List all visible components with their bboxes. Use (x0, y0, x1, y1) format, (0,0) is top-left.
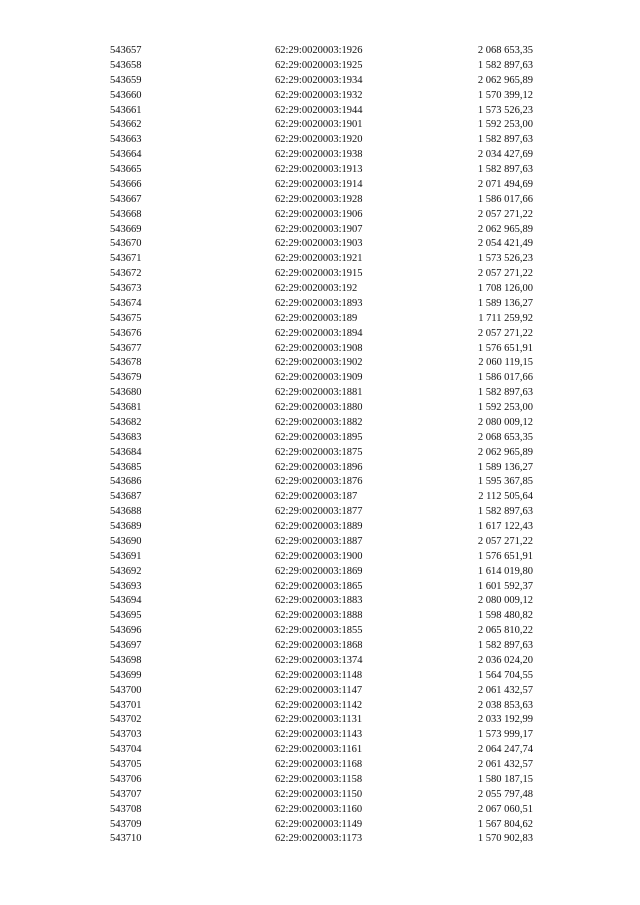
cadastral-value: 1 576 651,91 (477, 342, 533, 354)
table-row (0, 44, 640, 59)
table-row (0, 312, 640, 327)
table-row (0, 788, 640, 803)
row-number: 543676 (110, 327, 142, 339)
cadastral-value: 1 573 999,17 (477, 729, 533, 741)
row-number: 543666 (110, 178, 142, 190)
cadastral-value: 2 071 494,69 (477, 178, 533, 190)
row-number: 543708 (110, 803, 142, 815)
table-row (0, 669, 640, 684)
cadastral-value: 1 601 592,37 (477, 580, 533, 592)
row-number: 543686 (110, 476, 142, 488)
cadastral-number: 62:29:0020003:1889 (275, 521, 363, 532)
table-row (0, 803, 640, 818)
table-row (0, 356, 640, 371)
cadastral-value: 2 068 653,35 (477, 45, 533, 56)
table-row (0, 580, 640, 595)
cadastral-value: 2 064 247,74 (477, 744, 533, 756)
cadastral-number: 62:29:0020003:1887 (275, 535, 363, 547)
row-number: 543709 (110, 818, 142, 830)
cadastral-number: 62:29:0020003:1160 (275, 803, 363, 815)
cadastral-value: 2 057 271,22 (477, 208, 533, 220)
table-row (0, 431, 640, 446)
table-row (0, 104, 640, 119)
cadastral-number: 62:29:0020003:1938 (275, 149, 363, 161)
table-row (0, 728, 640, 743)
table-row (0, 446, 640, 461)
cadastral-value: 1 570 902,83 (477, 833, 533, 845)
row-number: 543657 (110, 45, 142, 56)
cadastral-value: 1 592 253,00 (477, 402, 533, 413)
row-number: 543699 (110, 669, 142, 681)
row-number: 543696 (110, 625, 142, 637)
cadastral-number: 62:29:0020003:1914 (275, 178, 363, 190)
cadastral-value: 1 582 897,63 (477, 164, 533, 175)
row-number: 543701 (110, 699, 142, 711)
row-number: 543698 (110, 654, 142, 666)
table-row (0, 178, 640, 193)
row-number: 543678 (110, 357, 142, 369)
cadastral-number: 62:29:0020003:1896 (275, 461, 363, 473)
cadastral-number: 62:29:0020003:1865 (275, 580, 363, 592)
cadastral-value: 2 038 853,63 (477, 699, 533, 711)
cadastral-value: 1 711 259,92 (478, 312, 533, 324)
table-row (0, 416, 640, 431)
table-row (0, 713, 640, 728)
cadastral-value: 1 582 897,63 (477, 387, 533, 399)
row-number: 543697 (110, 640, 142, 651)
table-row (0, 89, 640, 104)
cadastral-value: 1 614 019,80 (477, 565, 533, 577)
row-number: 543664 (110, 149, 142, 161)
row-number: 543706 (110, 773, 142, 785)
table-row (0, 818, 640, 833)
cadastral-number: 62:29:0020003:1881 (275, 387, 363, 399)
cadastral-value: 2 055 797,48 (477, 788, 533, 800)
cadastral-number: 62:29:0020003:1148 (275, 669, 363, 681)
table-row (0, 371, 640, 386)
cadastral-value: 1 592 253,00 (477, 119, 533, 131)
cadastral-number: 62:29:0020003:1374 (275, 654, 363, 666)
table-row (0, 59, 640, 74)
table-row (0, 327, 640, 342)
table-row (0, 832, 640, 847)
row-number: 543700 (110, 684, 142, 696)
row-number: 543672 (110, 268, 142, 280)
table-row (0, 758, 640, 773)
cadastral-value: 2 057 271,22 (477, 327, 533, 339)
cadastral-value: 2 067 060,51 (477, 803, 533, 815)
table-row (0, 223, 640, 238)
cadastral-number: 62:29:0020003:1150 (275, 788, 363, 800)
table-row (0, 148, 640, 163)
cadastral-number: 62:29:0020003:1934 (275, 74, 363, 86)
cadastral-number: 62:29:0020003:1143 (275, 729, 363, 741)
row-number: 543683 (110, 431, 142, 443)
table-row (0, 654, 640, 669)
row-number: 543687 (110, 491, 142, 503)
data-table (0, 44, 640, 847)
table-row (0, 594, 640, 609)
row-number: 543668 (110, 208, 142, 220)
row-number: 543684 (110, 446, 142, 458)
row-number: 543693 (110, 580, 142, 592)
cadastral-value: 2 057 271,22 (477, 268, 533, 280)
cadastral-number: 62:29:0020003:1142 (275, 699, 363, 711)
row-number: 543688 (110, 506, 142, 518)
cadastral-number: 62:29:0020003:187 (275, 491, 358, 503)
cadastral-value: 2 061 432,57 (477, 759, 533, 770)
cadastral-number: 62:29:0020003:1149 (275, 818, 363, 830)
table-row (0, 401, 640, 416)
cadastral-number: 62:29:0020003:1168 (275, 759, 363, 770)
row-number: 543662 (110, 119, 142, 131)
cadastral-number: 62:29:0020003:1903 (275, 238, 363, 250)
table-row (0, 773, 640, 788)
cadastral-number: 62:29:0020003:1908 (275, 342, 363, 354)
cadastral-number: 62:29:0020003:1888 (275, 610, 363, 622)
cadastral-value: 1 617 122,43 (477, 521, 533, 532)
cadastral-number: 62:29:0020003:1893 (275, 297, 363, 309)
cadastral-number: 62:29:0020003:1932 (275, 89, 363, 101)
row-number: 543707 (110, 788, 142, 800)
row-number: 543705 (110, 759, 142, 770)
table-row (0, 490, 640, 505)
table-row (0, 639, 640, 654)
cadastral-number: 62:29:0020003:1921 (275, 253, 363, 265)
cadastral-value: 1 582 897,63 (477, 134, 533, 146)
row-number: 543679 (110, 372, 142, 384)
cadastral-value: 1 573 526,23 (477, 253, 533, 265)
cadastral-number: 62:29:0020003:1161 (275, 744, 363, 756)
row-number: 543685 (110, 461, 142, 473)
cadastral-number: 62:29:0020003:1906 (275, 208, 363, 220)
cadastral-value: 1 580 187,15 (477, 773, 533, 785)
row-number: 543663 (110, 134, 142, 146)
row-number: 543682 (110, 416, 142, 428)
cadastral-value: 1 564 704,55 (477, 669, 533, 681)
row-number: 543659 (110, 74, 142, 86)
row-number: 543667 (110, 193, 142, 205)
row-number: 543689 (110, 521, 142, 532)
table-row (0, 282, 640, 297)
cadastral-number: 62:29:0020003:1147 (275, 684, 363, 696)
row-number: 543703 (110, 729, 142, 741)
row-number: 543660 (110, 89, 142, 101)
cadastral-value: 1 586 017,66 (477, 372, 533, 384)
row-number: 543670 (110, 238, 142, 250)
table-row (0, 743, 640, 758)
cadastral-value: 1 589 136,27 (477, 297, 533, 309)
table-row (0, 475, 640, 490)
cadastral-number: 62:29:0020003:1855 (275, 625, 363, 637)
cadastral-value: 1 582 897,63 (477, 640, 533, 651)
cadastral-number: 62:29:0020003:192 (275, 283, 358, 294)
cadastral-value: 1 598 480,82 (477, 610, 533, 622)
row-number: 543710 (110, 833, 142, 845)
cadastral-value: 2 062 965,89 (477, 223, 533, 235)
cadastral-value: 1 576 651,91 (477, 550, 533, 562)
row-number: 543704 (110, 744, 142, 756)
cadastral-number: 62:29:0020003:1907 (275, 223, 363, 235)
cadastral-number: 62:29:0020003:1875 (275, 446, 363, 458)
row-number: 543665 (110, 164, 142, 175)
cadastral-number: 62:29:0020003:1928 (275, 193, 363, 205)
table-row (0, 535, 640, 550)
row-number: 543677 (110, 342, 142, 354)
cadastral-number: 62:29:0020003:1944 (275, 104, 363, 116)
cadastral-number: 62:29:0020003:1925 (275, 59, 363, 71)
cadastral-value: 1 573 526,23 (477, 104, 533, 116)
table-row (0, 267, 640, 282)
cadastral-number: 62:29:0020003:1915 (275, 268, 363, 280)
table-row (0, 237, 640, 252)
row-number: 543695 (110, 610, 142, 622)
cadastral-value: 1 582 897,63 (477, 506, 533, 518)
row-number: 543661 (110, 104, 142, 116)
table-row (0, 208, 640, 223)
cadastral-number: 62:29:0020003:1877 (275, 506, 363, 518)
table-row (0, 684, 640, 699)
cadastral-value: 2 061 432,57 (477, 684, 533, 696)
cadastral-value: 1 595 367,85 (477, 476, 533, 488)
table-row (0, 699, 640, 714)
table-row (0, 252, 640, 267)
cadastral-number: 62:29:0020003:1158 (275, 773, 363, 785)
cadastral-number: 62:29:0020003:1131 (275, 714, 363, 726)
row-number: 543658 (110, 59, 142, 71)
cadastral-number: 62:29:0020003:1902 (275, 357, 363, 369)
table-row (0, 342, 640, 357)
cadastral-number: 62:29:0020003:1913 (275, 164, 363, 175)
cadastral-value: 1 582 897,63 (477, 59, 533, 71)
row-number: 543675 (110, 312, 142, 324)
cadastral-value: 2 054 421,49 (477, 238, 533, 250)
cadastral-number: 62:29:0020003:189 (275, 312, 358, 324)
cadastral-value: 2 033 192,99 (477, 714, 533, 726)
row-number: 543674 (110, 297, 142, 309)
cadastral-number: 62:29:0020003:1909 (275, 372, 363, 384)
table-row (0, 520, 640, 535)
cadastral-value: 1 589 136,27 (477, 461, 533, 473)
table-row (0, 565, 640, 580)
cadastral-number: 62:29:0020003:1869 (275, 565, 363, 577)
row-number: 543702 (110, 714, 142, 726)
cadastral-value: 2 112 505,64 (478, 491, 533, 503)
cadastral-value: 2 080 009,12 (477, 595, 533, 607)
table-row (0, 386, 640, 401)
table-row (0, 609, 640, 624)
table-row (0, 118, 640, 133)
row-number: 543692 (110, 565, 142, 577)
cadastral-number: 62:29:0020003:1894 (275, 327, 363, 339)
cadastral-value: 1 586 017,66 (477, 193, 533, 205)
table-row (0, 624, 640, 639)
table-row (0, 193, 640, 208)
cadastral-number: 62:29:0020003:1901 (275, 119, 363, 131)
cadastral-value: 2 062 965,89 (477, 446, 533, 458)
table-row (0, 505, 640, 520)
cadastral-value: 2 080 009,12 (477, 416, 533, 428)
row-number: 543680 (110, 387, 142, 399)
cadastral-value: 2 062 965,89 (477, 74, 533, 86)
cadastral-value: 2 036 024,20 (477, 654, 533, 666)
row-number: 543690 (110, 535, 142, 547)
table-row (0, 461, 640, 476)
cadastral-number: 62:29:0020003:1883 (275, 595, 363, 607)
row-number: 543673 (110, 283, 142, 294)
cadastral-number: 62:29:0020003:1880 (275, 402, 363, 413)
cadastral-number: 62:29:0020003:1920 (275, 134, 363, 146)
cadastral-value: 2 034 427,69 (477, 149, 533, 161)
cadastral-value: 1 567 804,62 (477, 818, 533, 830)
cadastral-number: 62:29:0020003:1882 (275, 416, 363, 428)
row-number: 543691 (110, 550, 142, 562)
table-row (0, 297, 640, 312)
table-row (0, 133, 640, 148)
cadastral-value: 2 065 810,22 (477, 625, 533, 637)
table-row (0, 74, 640, 89)
cadastral-number: 62:29:0020003:1173 (275, 833, 363, 845)
table-row (0, 163, 640, 178)
cadastral-number: 62:29:0020003:1900 (275, 550, 363, 562)
cadastral-value: 2 057 271,22 (477, 535, 533, 547)
row-number: 543669 (110, 223, 142, 235)
cadastral-value: 1 708 126,00 (477, 283, 533, 294)
cadastral-number: 62:29:0020003:1926 (275, 45, 363, 56)
cadastral-value: 1 570 399,12 (477, 89, 533, 101)
cadastral-value: 2 068 653,35 (477, 431, 533, 443)
row-number: 543694 (110, 595, 142, 607)
row-number: 543671 (110, 253, 142, 265)
table-row (0, 550, 640, 565)
cadastral-number: 62:29:0020003:1868 (275, 640, 363, 651)
cadastral-number: 62:29:0020003:1895 (275, 431, 363, 443)
cadastral-value: 2 060 119,15 (478, 357, 533, 369)
cadastral-number: 62:29:0020003:1876 (275, 476, 363, 488)
row-number: 543681 (110, 402, 142, 413)
